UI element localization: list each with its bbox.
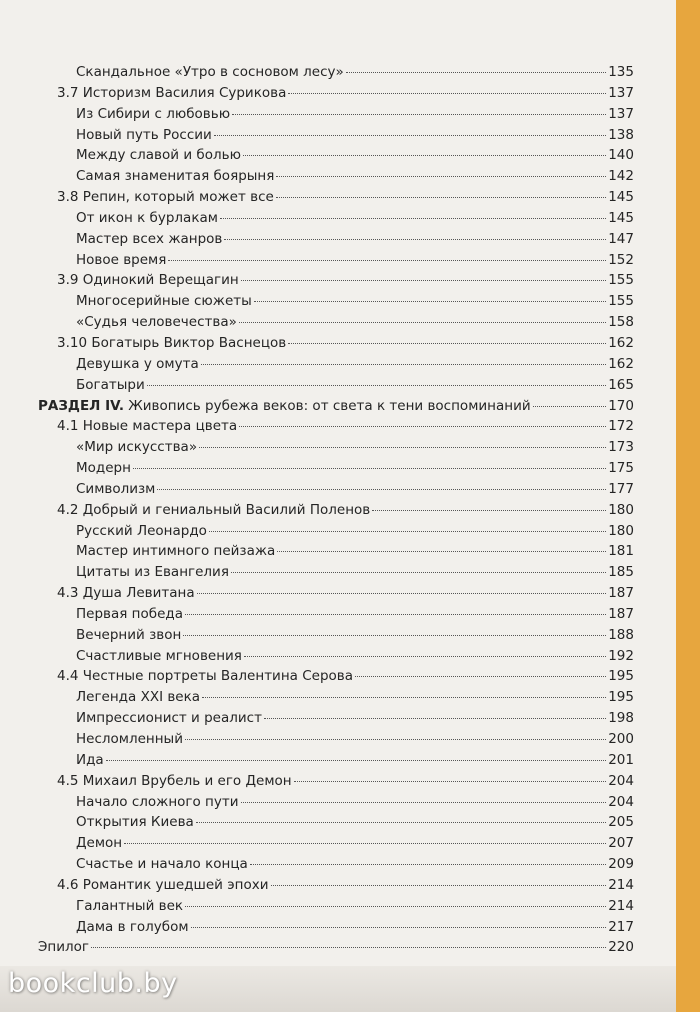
dot-leader — [209, 531, 606, 532]
toc-entry-title — [57, 272, 239, 288]
toc-entry — [38, 356, 634, 377]
toc-entry-title — [76, 252, 166, 268]
toc-entry-text: «Мир искусства» — [76, 439, 198, 456]
dot-leader — [185, 739, 606, 740]
toc-entry — [38, 668, 634, 689]
dot-leader — [254, 301, 606, 302]
toc-entry — [38, 731, 634, 752]
toc-entry-title — [76, 919, 189, 935]
toc-page-number: 188 — [608, 626, 634, 643]
toc-entry-text: Символизм — [76, 480, 156, 497]
toc-entry — [38, 168, 634, 189]
toc-entry-title — [57, 85, 286, 101]
toc-entry-text: Счастье и начало конца — [76, 856, 248, 873]
toc-entry-title — [76, 710, 262, 726]
toc-entry-title — [76, 147, 241, 163]
toc-entry-text: 3.9 Одинокий Верещагин — [57, 272, 239, 289]
toc-page-number: 214 — [608, 876, 634, 893]
toc-entry-title — [38, 939, 89, 955]
toc-entry-text: Из Сибири с любовью — [76, 105, 231, 122]
toc-entry-title — [76, 106, 230, 122]
dot-leader — [288, 343, 606, 344]
toc-entry-text: Счастливые мгновения — [76, 647, 242, 664]
dot-leader — [294, 781, 607, 782]
toc-page-number: 155 — [608, 293, 634, 310]
toc-page-number: 140 — [608, 147, 634, 164]
toc-page-number: 192 — [608, 647, 634, 664]
toc-page-number: 172 — [608, 418, 634, 435]
dot-leader — [91, 947, 606, 948]
toc-page-number: 201 — [608, 751, 634, 768]
dot-leader — [133, 468, 606, 469]
toc-entry — [38, 398, 634, 419]
toc-entry — [38, 85, 634, 106]
dot-leader — [346, 72, 606, 73]
toc-entry-text: Эпилог — [38, 939, 90, 956]
toc-page-number: 145 — [608, 189, 634, 206]
toc-entry-title — [57, 877, 269, 893]
toc-entry — [38, 877, 634, 898]
toc-entry — [38, 439, 634, 460]
toc-entry-text: От икон к бурлакам — [76, 209, 218, 226]
toc-entry-title — [76, 127, 212, 143]
toc-page-number: 181 — [608, 543, 634, 560]
toc-entry-text: Мастер интимного пейзажа — [76, 543, 276, 560]
toc-entry — [38, 210, 634, 231]
section-label: РАЗДЕЛ IV. — [38, 397, 124, 414]
toc-entry-title — [76, 543, 275, 559]
dot-leader — [276, 176, 606, 177]
toc-entry-text: Русский Леонардо — [76, 522, 207, 539]
toc-entry-title — [57, 189, 274, 205]
dot-leader — [239, 322, 606, 323]
toc-entry-title — [76, 439, 197, 455]
toc-entry-title — [76, 356, 199, 372]
toc-page-number: 170 — [608, 397, 634, 414]
toc-page-number: 138 — [608, 126, 634, 143]
toc-entry-text: Галантный век — [76, 897, 184, 914]
toc-page-number: 200 — [608, 731, 634, 747]
toc-entry-title — [76, 627, 181, 643]
toc-entry-text: Самая знаменитая боярыня — [76, 168, 275, 185]
toc-entry — [38, 773, 634, 794]
toc-entry-text: 4.6 Романтик ушедшей эпохи — [57, 876, 269, 893]
toc-entry — [38, 127, 634, 148]
toc-entry — [38, 272, 634, 293]
toc-entry — [38, 293, 634, 314]
toc-entry-text: Вечерний звон — [76, 626, 182, 643]
toc-entry — [38, 147, 634, 168]
toc-entry-title — [57, 335, 286, 351]
toc-entry-text: 4.1 Новые мастера цвета — [57, 418, 238, 435]
toc-entry-text: Несломленный — [76, 731, 183, 747]
toc-entry — [38, 252, 634, 273]
toc-page-number: 145 — [608, 209, 634, 226]
dot-leader — [355, 676, 606, 677]
toc-entry — [38, 648, 634, 669]
toc-entry — [38, 564, 634, 585]
dot-leader — [147, 385, 606, 386]
dot-leader — [106, 760, 607, 761]
toc-entry — [38, 460, 634, 481]
toc-entry — [38, 189, 634, 210]
toc-entry-title — [76, 606, 183, 622]
toc-entry — [38, 377, 634, 398]
dot-leader — [124, 843, 606, 844]
dot-leader — [372, 510, 606, 511]
toc-page-number: 217 — [608, 918, 634, 935]
dot-leader — [214, 135, 606, 136]
toc-entry-title — [76, 814, 194, 830]
toc-entry-title — [38, 398, 531, 414]
toc-entry-text: Многосерийные сюжеты — [76, 293, 252, 310]
toc-page-number: 204 — [608, 772, 634, 789]
toc-entry-text: Ида — [76, 751, 104, 768]
toc-entry — [38, 627, 634, 648]
toc-page-number: 165 — [608, 376, 634, 393]
toc-entry-title — [76, 564, 229, 580]
toc-page-number: 177 — [608, 480, 634, 497]
dot-leader — [244, 656, 606, 657]
toc-entry-text: Живопись рубежа веков: от света к тени воспоминаний — [123, 397, 531, 414]
table-of-contents — [38, 64, 634, 960]
toc-page-number: 175 — [608, 460, 634, 477]
toc-entry — [38, 64, 634, 85]
toc-page-number: 158 — [608, 314, 634, 331]
toc-entry-text: Цитаты из Евангелия — [76, 564, 229, 581]
toc-entry-title — [76, 794, 239, 810]
toc-entry — [38, 919, 634, 940]
toc-page-number: 220 — [608, 939, 634, 956]
dot-leader — [243, 155, 606, 156]
dot-leader — [183, 635, 606, 636]
dot-leader — [224, 239, 606, 240]
toc-entry-text: Открытия Киева — [76, 814, 194, 831]
dot-leader — [271, 885, 607, 886]
toc-entry — [38, 606, 634, 627]
dot-leader — [220, 218, 606, 219]
toc-page-number: 207 — [608, 835, 634, 852]
toc-entry-title — [76, 377, 145, 393]
toc-entry-title — [76, 210, 218, 226]
toc-entry-title — [76, 689, 200, 705]
toc-entry-title — [57, 585, 195, 601]
dot-leader — [288, 93, 606, 94]
toc-entry-text: Мастер всех жанров — [76, 230, 223, 247]
toc-entry-text: Новое время — [76, 251, 167, 268]
dot-leader — [533, 406, 607, 407]
toc-entry — [38, 543, 634, 564]
toc-entry-text: 4.4 Честные портреты Валентина Серова — [57, 668, 354, 685]
dot-leader — [199, 447, 606, 448]
toc-entry-title — [76, 648, 242, 664]
toc-entry — [38, 814, 634, 835]
dot-leader — [250, 864, 606, 865]
toc-entry-title — [57, 502, 370, 518]
dot-leader — [232, 114, 606, 115]
toc-entry-text: Легенда XXI века — [76, 689, 201, 706]
dot-leader — [168, 260, 606, 261]
page-edge-strip — [676, 0, 700, 1012]
toc-page-number: 185 — [608, 564, 634, 581]
watermark: bookclub.by — [8, 968, 178, 999]
dot-leader — [241, 802, 607, 803]
toc-page-number: 195 — [608, 689, 634, 706]
toc-entry — [38, 418, 634, 439]
dot-leader — [239, 426, 606, 427]
toc-page-number: 162 — [608, 334, 634, 351]
dot-leader — [231, 572, 606, 573]
toc-entry-text: 3.7 Историзм Василия Сурикова — [57, 84, 287, 101]
toc-entry-text: «Судья человечества» — [76, 314, 237, 331]
dot-leader — [264, 718, 606, 719]
toc-entry-text: 4.3 Душа Левитана — [57, 585, 195, 602]
toc-page-number: 187 — [608, 585, 634, 602]
toc-page-number: 187 — [608, 605, 634, 622]
toc-page-number: 152 — [608, 251, 634, 268]
toc-page-number: 204 — [608, 793, 634, 810]
toc-entry — [38, 856, 634, 877]
toc-entry-title — [76, 523, 207, 539]
toc-entry-text: Девушка у омута — [76, 355, 199, 372]
toc-entry-title — [76, 731, 183, 747]
toc-entry — [38, 752, 634, 773]
dot-leader — [277, 551, 606, 552]
toc-entry — [38, 335, 634, 356]
toc-entry-text: Начало сложного пути — [76, 793, 239, 810]
toc-page-number: 162 — [608, 355, 634, 372]
toc-entry-text: Скандальное «Утро в сосновом лесу» — [76, 64, 344, 80]
dot-leader — [196, 822, 606, 823]
toc-entry-title — [76, 856, 248, 872]
toc-entry — [38, 502, 634, 523]
dot-leader — [241, 280, 607, 281]
toc-page-number: 180 — [608, 501, 634, 518]
toc-entry-title — [76, 835, 122, 851]
toc-entry-title — [57, 418, 237, 434]
dot-leader — [201, 364, 606, 365]
toc-page-number: 147 — [608, 230, 634, 247]
toc-entry-text: 4.5 Михаил Врубель и его Демон — [57, 772, 292, 789]
toc-page-number: 180 — [608, 522, 634, 539]
toc-entry — [38, 835, 634, 856]
toc-entry-title — [76, 898, 183, 914]
toc-entry-text: Первая победа — [76, 605, 183, 622]
toc-entry-text: 3.10 Богатырь Виктор Васнецов — [57, 334, 287, 351]
toc-page-number: 198 — [608, 710, 634, 727]
toc-entry-text: Новый путь России — [76, 126, 212, 143]
toc-entry-title — [76, 168, 274, 184]
toc-entry-title — [76, 752, 104, 768]
toc-entry-title — [57, 668, 353, 684]
toc-entry — [38, 898, 634, 919]
toc-entry — [38, 523, 634, 544]
toc-entry — [38, 314, 634, 335]
toc-entry-text: Богатыри — [76, 376, 145, 393]
toc-entry — [38, 585, 634, 606]
toc-entry-title — [57, 773, 292, 789]
toc-entry-text: Модерн — [76, 460, 131, 477]
toc-entry — [38, 481, 634, 502]
toc-entry-title — [76, 460, 131, 476]
toc-entry-text: Демон — [76, 835, 123, 852]
toc-entry — [38, 710, 634, 731]
toc-entry-text: Между славой и болью — [76, 147, 241, 164]
dot-leader — [276, 197, 606, 198]
toc-page-number: 195 — [608, 668, 634, 685]
toc-page-number: 214 — [608, 897, 634, 914]
toc-entry-text: 3.8 Репин, который может все — [57, 189, 274, 206]
toc-entry — [38, 794, 634, 815]
toc-page-number: 205 — [608, 814, 634, 831]
toc-entry-text: Дама в голубом — [76, 918, 189, 935]
toc-entry — [38, 939, 634, 960]
toc-page-number: 173 — [608, 439, 634, 456]
toc-entry-title — [76, 231, 222, 247]
toc-entry-title — [76, 481, 155, 497]
dot-leader — [191, 927, 607, 928]
toc-page-number: 209 — [608, 856, 634, 873]
toc-page-number: 142 — [608, 168, 634, 185]
toc-entry-title — [76, 314, 237, 330]
toc-entry — [38, 106, 634, 127]
toc-entry — [38, 689, 634, 710]
toc-entry-title — [76, 64, 344, 80]
toc-page-number: 137 — [608, 105, 634, 122]
dot-leader — [157, 489, 606, 490]
toc-entry-title — [76, 293, 252, 309]
toc-entry-text: 4.2 Добрый и гениальный Василий Поленов — [57, 501, 371, 518]
toc-entry-text: Импрессионист и реалист — [76, 710, 262, 727]
toc-entry — [38, 231, 634, 252]
dot-leader — [197, 593, 607, 594]
toc-page-number: 137 — [608, 84, 634, 101]
toc-page-number: 155 — [608, 272, 634, 289]
dot-leader — [185, 906, 606, 907]
dot-leader — [202, 697, 606, 698]
dot-leader — [185, 614, 606, 615]
toc-page-number: 135 — [608, 64, 634, 80]
